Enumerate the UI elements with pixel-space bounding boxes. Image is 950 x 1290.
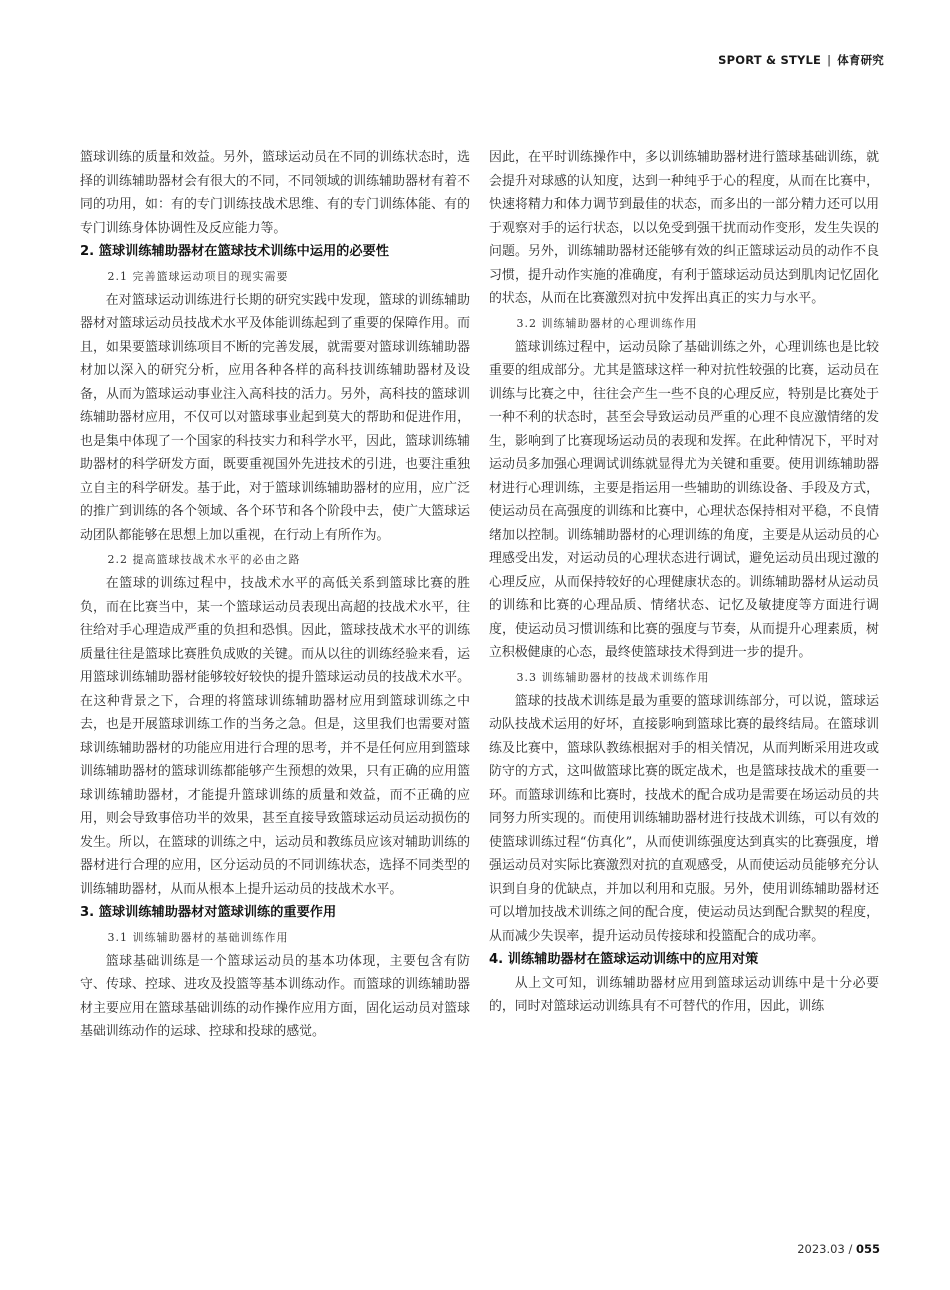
header-separator: | [827,53,832,67]
paragraph-4: 从上文可知，训练辅助器材应用到篮球运动训练中是十分必要的，同时对篮球运动训练具有不可替代的作用，因此，训练 [489,975,879,1014]
section-heading-2: 2. 篮球训练辅助器材在篮球技术训练中运用的必要性 [80,244,389,259]
page-number: 055 [855,1242,880,1256]
section-heading-4: 4. 训练辅助器材在篮球运动训练中的应用对策 [489,952,759,967]
left-column [80,146,470,1044]
issue-date: 2023.03 [797,1242,845,1256]
paragraph-continued: 篮球训练的质量和效益。另外，篮球运动员在不同的训练状态时，选择的训练辅助器材会有很大的不同，不同领域的训练辅助器材有着不同的功用，如：有的专门训练技战术思维、有的专门训练体能、有的专门训练身体协调性及反应能力等。 [80,150,470,236]
subsection-heading-3-2: 3.2 训练辅助器材的心理训练作用 [516,316,698,330]
subsection-heading-2-1: 2.1 完善篮球运动项目的现实需要 [107,269,289,283]
paragraph-3-2: 篮球训练过程中，运动员除了基础训练之外，心理训练也是比较重要的组成部分。尤其是篮球这样一种对抗性较强的比赛，运动员在训练与比赛之中，往往会产生一些不良的心理反应，特别是比赛处于一种不利的状态时，甚至会导致运动员严重的心理不良应激情绪的发生，影响到了比赛现场运动员的表现和发挥。在此种情况下，平时对运动员多加强心理调试训练就显得尤为关键和重要。使用训练辅助器材进行心理训练，主要是指运用一些辅助的训练设备、手段及方式，使运动员在高强度的训练和比赛中，心理状态保持相对平稳，不良情绪加以控制。训练辅助器材的心理训练的角度，主要是从运动员的心理感受出发，对运动员的心理状态进行调试，避免运动员出现过激的心理反应，从而保持较好的心理健康状态的。训练辅助器材从运动员的训练和比赛的心理品质、情绪状态、记忆及敏捷度等方面进行调度，使运动员习惯训练和比赛的强度与节奏，从而提升心理素质，树立积极健康的心态，最终使篮球技术得到进一步的提升。 [489,339,879,660]
subsection-heading-3-3: 3.3 训练辅助器材的技战术训练作用 [516,670,710,684]
journal-brand: SPORT & STYLE [718,53,822,67]
paragraph-3-1-continued: 因此，在平时训练操作中，多以训练辅助器材进行篮球基础训练，就会提升对球感的认知度，达到一种纯乎于心的程度，从而在比赛中，快速将精力和体力调节到最佳的状态，而多出的一部分精力还可以用于观察对手的运行状态，以以免受到强干扰而动作变形，发生失误的问题。另外，训练辅助器材还能够有效的纠正篮球运动员的动作不良习惯，提升动作实施的准确度，有利于篮球运动员达到肌肉记忆固化的状态，从而在比赛激烈对抗中发挥出真正的实力与水平。 [489,150,879,306]
subsection-heading-3-1: 3.1 训练辅助器材的基础训练作用 [107,930,289,944]
paragraph-2-2: 在篮球的训练过程中，技战术水平的高低关系到篮球比赛的胜负，而在比赛当中，某一个篮球运动员表现出高超的技战术水平，往往给对手心理造成严重的负担和恐惧。因此，篮球技战术水平的训练质量往往是篮球比赛胜负成败的关键。而从以往的训练经验来看，运用篮球训练辅助器材能够较好较快的提升篮球运动员的技战术水平。在这种背景之下，合理的将篮球训练辅助器材应用到篮球训练之中去，也是开展篮球训练工作的当务之急。但是，这里我们也需要对篮球训练辅助器材的功能应用进行合理的思考，并不是任何应用到篮球训练辅助器材的篮球训练都能够产生预想的效果，只有正确的应用篮球训练辅助器材，才能提升篮球训练的质量和效益，而不正确的应用，则会导致事倍功半的效果，甚至直接导致篮球运动员运动损伤的发生。所以，在篮球的训练之中，运动员和教练员应该对辅助训练的器材进行合理的应用，区分运动员的不同训练状态，选择不同类型的训练辅助器材，从而从根本上提升运动员的技战术水平。 [80,576,470,897]
paragraph-3-1: 篮球基础训练是一个篮球运动员的基本功体现，主要包含有防守、传球、控球、进攻及投篮等基本训练动作。而篮球的训练辅助器材主要应用在篮球基础训练的动作操作应用方面，固化运动员对篮球基础训练动作的运球、控球和投球的感觉。 [80,953,470,1039]
footer-separator: / [848,1242,853,1256]
subsection-heading-2-2: 2.2 提高篮球技战术水平的必由之路 [107,553,301,566]
running-header [718,52,884,68]
paragraph-3-3: 篮球的技战术训练是最为重要的篮球训练部分，可以说，篮球运动队技战术运用的好坏，直接影响到篮球比赛的最终结局。在篮球训练及比赛中，篮球队教练根据对手的相关情况，从而判断采用进攻或防守的方式，这叫做篮球比赛的既定战术，也是篮球技战术的重要一环。而篮球训练和比赛时，技战术的配合成功是需要在场运动员的共同努力所实现的。而使用训练辅助器材进行技战术训练，可以有效的使篮球训练过程“仿真化”，从而使训练强度达到真实的比赛强度，增强运动员对实际比赛激烈对抗的直观感受，从而使运动员能够充分认识到自身的优缺点，并加以利用和克服。另外，使用训练辅助器材还可以增加技战术训练之间的配合度，使运动员达到配合默契的程度，从而减少失误率，提升运动员传接球和投篮配合的成功率。 [489,693,879,944]
section-heading-3: 3. 篮球训练辅助器材对篮球训练的重要作用 [80,905,337,920]
section-name: 体育研究 [837,53,884,67]
paragraph-2-1: 在对篮球运动训练进行长期的研究实践中发现，篮球的训练辅助器材对篮球运动员技战术水平及体能训练起到了重要的保障作用。而且，如果要篮球训练项目不断的完善发展，就需要对篮球训练辅助器材加以深入的研究分析，应用各种各样的高科技训练辅助器材及设备，从而为篮球运动事业注入高科技的活力。另外，高科技的篮球训练辅助器材应用，不仅可以对篮球事业起到莫大的帮助和促进作用，也是集中体现了一个国家的科技实力和科学水平，因此，篮球训练辅助器材的科学研发方面，既要重视国外先进技术的引进，也要注重独立自主的科学研发。基于此，对于篮球训练辅助器材的应用，应广泛的推广到训练的各个领域、各个环节和各个阶段中去，使广大篮球运动团队都能够在思想上加以重视，在行动上有所作为。 [80,292,470,543]
page-footer [797,1242,880,1256]
right-column [489,146,879,1019]
